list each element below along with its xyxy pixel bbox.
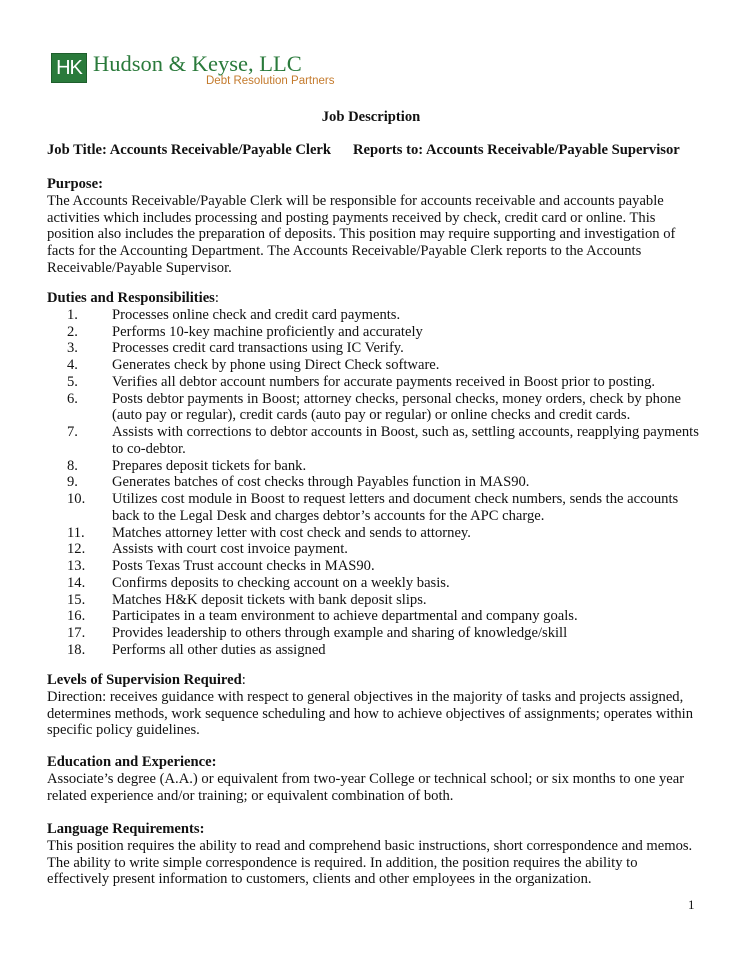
- duty-text-line: Provides leadership to others through example and sharing of knowledge/skill: [112, 625, 568, 642]
- language-line: This position requires the ability to read and comprehend basic instructions, short correspondence and memos.: [47, 837, 693, 854]
- duty-text-line: Performs all other duties as assigned: [112, 641, 326, 658]
- duty-text: [112, 642, 326, 659]
- duty-item: [47, 307, 707, 324]
- language-line: effectively present information to customers, clients and other employees in the organization.: [47, 871, 592, 888]
- language-section: [47, 821, 707, 888]
- duties-section: [47, 290, 707, 659]
- duty-text-line: back to the Legal Desk and charges debtor’s accounts for the APC charge.: [112, 507, 545, 524]
- duty-text: [112, 558, 375, 575]
- duty-text-line: Participates in a team environment to achieve departmental and company goals.: [112, 608, 578, 625]
- duty-number: 17.: [67, 625, 86, 642]
- duty-text-line: Performs 10-key machine proficiently and accurately: [112, 323, 423, 340]
- duty-text: [112, 307, 400, 324]
- duties-heading-line: [47, 290, 707, 307]
- duty-text-line: Assists with corrections to debtor accounts in Boost, such as, settling accounts, reapplying payments: [112, 424, 699, 441]
- duty-text: [112, 424, 699, 458]
- duty-text-line: Generates batches of cost checks through Payables function in MAS90.: [112, 474, 530, 491]
- duty-text-line: Generates check by phone using Direct Check software.: [112, 357, 440, 374]
- duty-text-line: Matches H&K deposit tickets with bank deposit slips.: [112, 591, 427, 608]
- duty-item: [47, 491, 707, 525]
- duty-text-line: Processes credit card transactions using IC Verify.: [112, 340, 404, 357]
- duty-text-line: Matches attorney letter with cost check and sends to attorney.: [112, 524, 471, 541]
- duty-item: [47, 625, 707, 642]
- language-line: The ability to write simple correspondence is required. In addition, the position requires the ability to: [47, 854, 638, 871]
- duty-item: [47, 592, 707, 609]
- duty-text: [112, 625, 567, 642]
- duty-item: [47, 474, 707, 491]
- duties-heading-colon: :: [214, 290, 219, 306]
- duty-item: [47, 374, 707, 391]
- duty-number: 13.: [67, 558, 86, 575]
- duty-text: [112, 391, 681, 425]
- duty-item: [47, 458, 707, 475]
- duty-number: 7.: [67, 424, 78, 441]
- company-tagline: Debt Resolution Partners: [206, 75, 335, 87]
- logo-mark: [51, 53, 87, 83]
- duty-text-line: Prepares deposit tickets for bank.: [112, 457, 307, 474]
- company-name: Hudson & Keyse, LLC: [93, 51, 302, 76]
- duty-number: 9.: [67, 474, 78, 491]
- duty-text: [112, 340, 404, 357]
- duty-number: 6.: [67, 390, 78, 407]
- reports-to: Reports to: Accounts Receivable/Payable Supervisor: [353, 142, 680, 158]
- duty-item: [47, 575, 707, 592]
- duty-text-line: Posts debtor payments in Boost; attorney checks, personal checks, money orders, check by phone: [112, 390, 682, 407]
- duty-number: 8.: [67, 457, 78, 474]
- duty-number: 3.: [67, 340, 78, 357]
- supervision-line: specific policy guidelines.: [47, 722, 200, 739]
- duty-text: [112, 608, 578, 625]
- duty-text-line: Confirms deposits to checking account on a weekly basis.: [112, 574, 450, 591]
- duties-list: [47, 307, 707, 659]
- duty-item: [47, 324, 707, 341]
- duty-number: 15.: [67, 591, 86, 608]
- duty-text: [112, 458, 306, 475]
- duties-heading: Duties and Responsibilities: [47, 290, 215, 306]
- duty-number: 2.: [67, 323, 78, 340]
- supervision-line: Direction: receives guidance with respect to general objectives in the majority of tasks and projects assigned,: [47, 688, 684, 705]
- duty-number: 16.: [67, 608, 86, 625]
- page-number: 1: [688, 897, 695, 912]
- duty-text-line: Utilizes cost module in Boost to request letters and document check numbers, sends the accounts: [112, 491, 679, 508]
- duty-number: 1.: [67, 306, 78, 323]
- duty-item: [47, 558, 707, 575]
- education-line: related experience and/or training; or equivalent combination of both.: [47, 787, 454, 804]
- duty-text-line: to co-debtor.: [112, 440, 186, 457]
- education-heading: Education and Experience:: [47, 754, 217, 770]
- duty-text: [112, 491, 678, 525]
- duty-number: 4.: [67, 357, 78, 374]
- duty-number: 5.: [67, 373, 78, 390]
- education-line: Associate’s degree (A.A.) or equivalent from two-year College or technical school; or six months to one year: [47, 770, 685, 787]
- supervision-heading: Levels of Supervision Required: [47, 672, 242, 688]
- supervision-heading-colon: :: [241, 672, 246, 688]
- duty-number: 10.: [67, 491, 86, 508]
- duty-item: [47, 525, 707, 542]
- language-heading: Language Requirements:: [47, 821, 205, 837]
- duty-item: [47, 340, 707, 357]
- purpose-line: activities which includes processing and posting payments received by check, credit card or online. This: [47, 209, 656, 226]
- duty-item: [47, 424, 707, 458]
- purpose-line: facts for the Accounting Department. The Accounts Receivable/Payable Clerk reports to the Accounts: [47, 243, 642, 260]
- duty-text: [112, 374, 655, 391]
- supervision-heading-line: [47, 672, 707, 689]
- purpose-line: position also includes the preparation of deposits. This position may require supporting and investigation of: [47, 226, 676, 243]
- purpose-heading: Purpose:: [47, 176, 103, 192]
- duty-text: [112, 474, 529, 491]
- duty-text: [112, 357, 439, 374]
- duty-text-line: Assists with court cost invoice payment.: [112, 541, 348, 558]
- duty-item: [47, 357, 707, 374]
- duty-number: 18.: [67, 641, 86, 658]
- duty-text: [112, 592, 427, 609]
- document-title: Job Description: [321, 109, 421, 125]
- education-section: [47, 754, 707, 804]
- job-title-line: [47, 142, 680, 159]
- job-title: Job Title: Accounts Receivable/Payable Clerk: [47, 142, 332, 158]
- duty-item: [47, 541, 707, 558]
- company-logo: [51, 51, 335, 87]
- duty-text-line: Verifies all debtor account numbers for accurate payments received in Boost prior to posting.: [112, 373, 656, 390]
- duty-item: [47, 642, 707, 659]
- duty-item: [47, 608, 707, 625]
- duty-number: 11.: [67, 524, 85, 541]
- purpose-line: Receivable/Payable Supervisor.: [47, 259, 232, 276]
- supervision-section: [47, 672, 707, 739]
- duty-text: [112, 541, 348, 558]
- logo-mark-text: HK: [56, 57, 82, 79]
- purpose-section: [47, 176, 707, 277]
- duty-text: [112, 324, 423, 341]
- duty-text-line: Posts Texas Trust account checks in MAS90.: [112, 558, 375, 575]
- duty-number: 12.: [67, 541, 86, 558]
- supervision-line: determines methods, work sequence scheduling and how to achieve objectives of assignments; operates within: [47, 705, 694, 722]
- duty-number: 14.: [67, 574, 86, 591]
- duty-text-line: Processes online check and credit card payments.: [112, 306, 401, 323]
- duty-text-line: (auto pay or regular), credit cards (auto pay or regular) or online checks and credit cards.: [112, 407, 631, 424]
- duty-item: [47, 391, 707, 425]
- duty-text: [112, 525, 471, 542]
- purpose-line: The Accounts Receivable/Payable Clerk will be responsible for accounts receivable and accounts payable: [47, 192, 664, 209]
- duty-text: [112, 575, 450, 592]
